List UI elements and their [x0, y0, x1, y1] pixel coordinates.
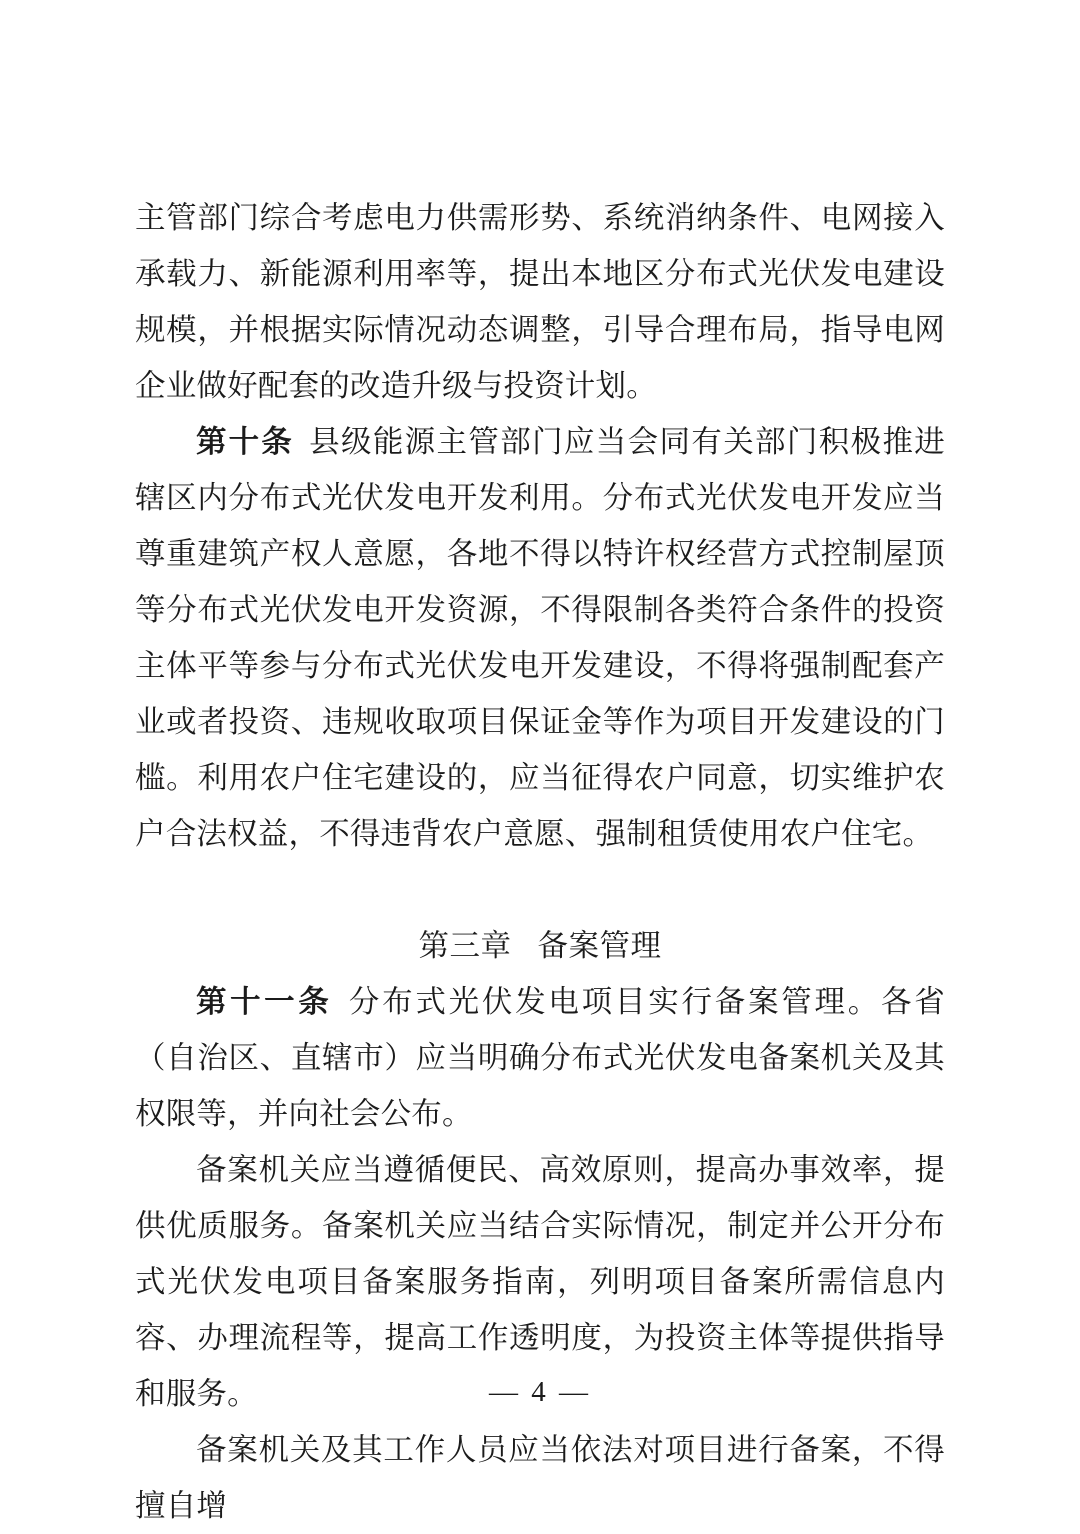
- paragraph-filing-staff-duty: [135, 1422, 945, 1534]
- paragraph-text: 备案机关及其工作人员应当依法对项目进行备案，不得擅自增: [135, 1433, 945, 1523]
- article-label-ten: 第十条: [196, 425, 294, 459]
- paragraph-text: 备案机关应当遵循便民、高效原则，提高办事效率，提供优质服务。备案机关应当结合实际情况，制定并公开分布式光伏发电项目备案服务指南，列明项目备案所需信息内容、办理流程等，提高工作透明度，为投资主体等提供指导和服务。: [135, 1153, 945, 1411]
- chapter-number: 第三章: [418, 929, 512, 963]
- paragraph-article-eleven: [135, 974, 945, 1142]
- chapter-title: 备案管理: [537, 929, 662, 963]
- paragraph-text: 县级能源主管部门应当会同有关部门积极推进辖区内分布式光伏发电开发利用。分布式光伏发电开发应当尊重建筑产权人意愿，各地不得以特许权经营方式控制屋顶等分布式光伏发电开发资源，不得限制各类符合条件的投资主体平等参与分布式光伏发电开发建设，不得将强制配套产业或者投资、违规收取项目保证金等作为项目开发建设的门槛。利用农户住宅建设的，应当征得农户同意，切实维护农户合法权益，不得违背农户意愿、强制租赁使用农户住宅。: [135, 425, 946, 851]
- paragraph-text: 主管部门综合考虑电力供需形势、系统消纳条件、电网接入承载力、新能源利用率等，提出本地区分布式光伏发电建设规模，并根据实际情况动态调整，引导合理布局，指导电网企业做好配套的改造升级与投资计划。: [135, 201, 945, 403]
- section-spacer: [135, 862, 945, 918]
- page-number: [0, 1376, 1080, 1409]
- document-body: [135, 190, 945, 1534]
- article-label-eleven: 第十一条: [196, 985, 333, 1019]
- page-number-text: — 4 —: [489, 1376, 591, 1408]
- paragraph-article-nine-continued: [135, 190, 945, 414]
- paragraph-text: 分布式光伏发电项目实行备案管理。各省（自治区、直辖市）应当明确分布式光伏发电备案机关及其权限等，并向社会公布。: [135, 985, 946, 1131]
- chapter-heading: [135, 918, 945, 974]
- paragraph-article-ten: [135, 414, 945, 862]
